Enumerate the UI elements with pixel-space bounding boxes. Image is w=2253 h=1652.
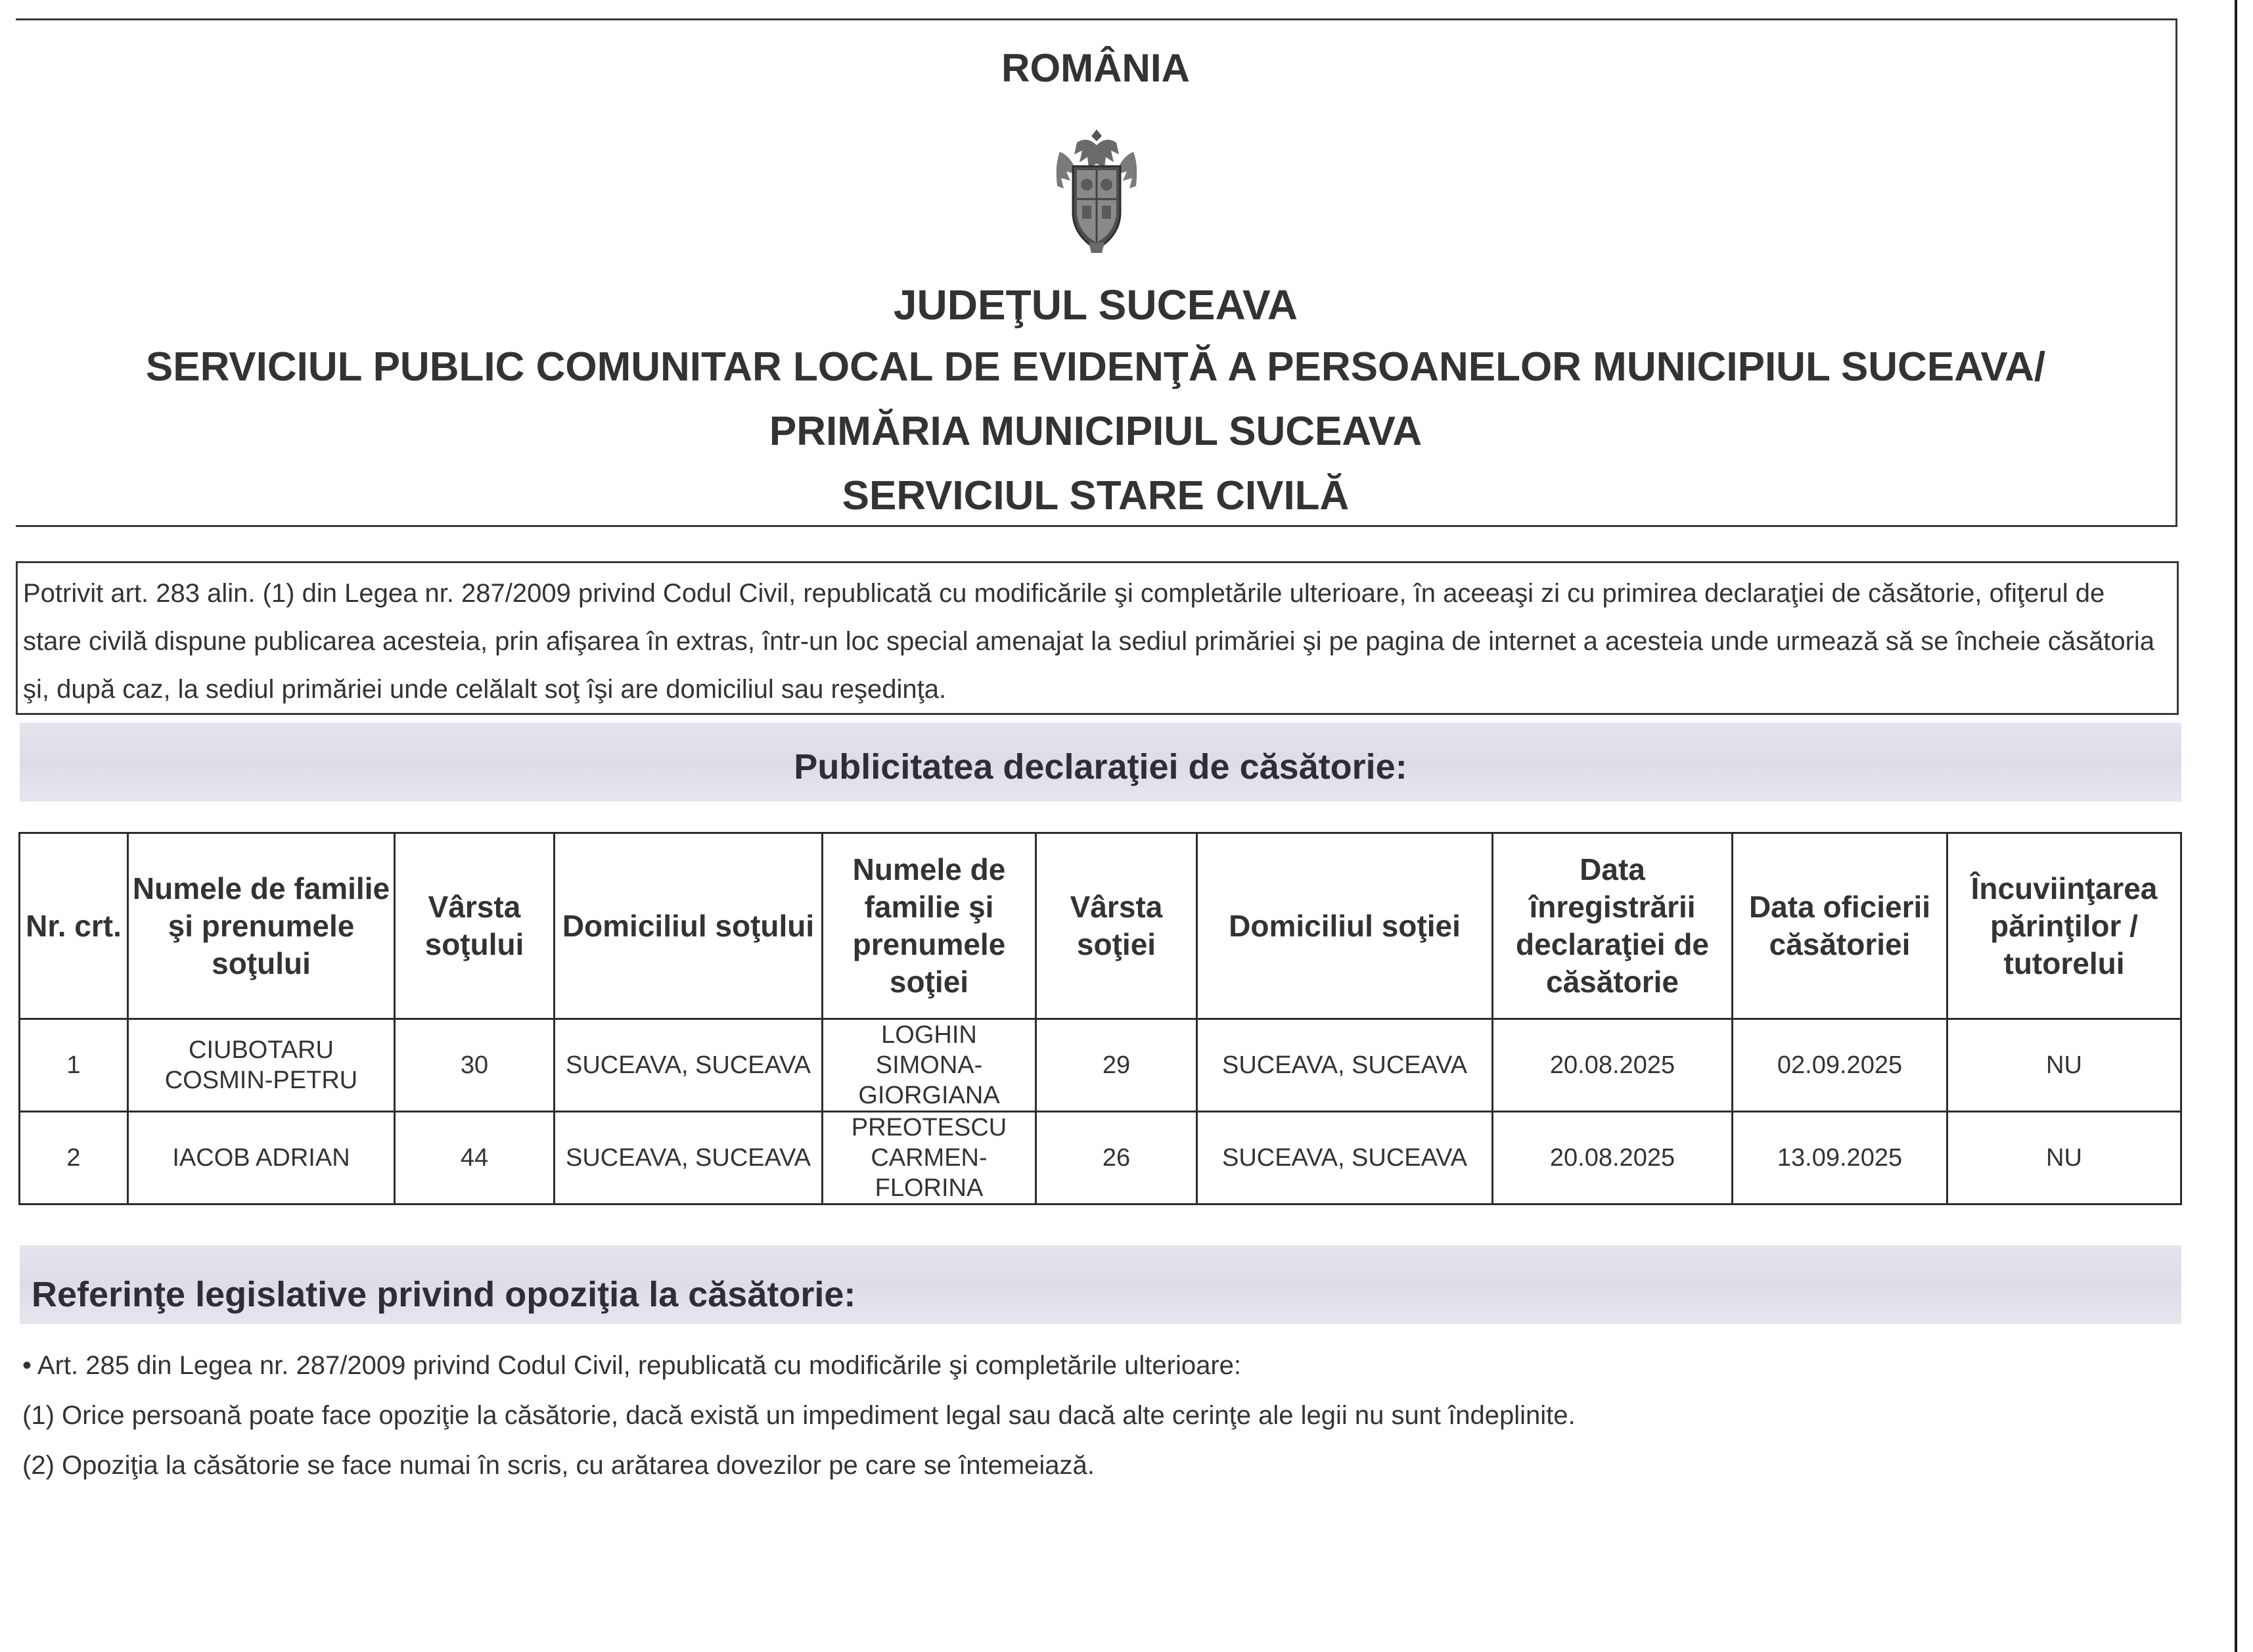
service-title: SERVICIUL PUBLIC COMUNITAR LOCAL DE EVIDENŢĂ A PERSOANELOR MUNICIPIUL SUCEAVA/ — [145, 344, 2046, 390]
table-cell: 02.09.2025 — [1733, 1019, 1947, 1112]
civil-status-title: SERVICIUL STARE CIVILĂ — [842, 473, 1350, 518]
reference-line: (1) Orice persoană poate face opoziţie la căsătorie, dacă există un impediment legal sau dacă alte cerinţe ale legii nu sunt îndeplinite. — [22, 1401, 1576, 1430]
table-cell: SUCEAVA, SUCEAVA — [555, 1019, 823, 1112]
references-band — [20, 1245, 2181, 1324]
table-cell: SUCEAVA, SUCEAVA — [1197, 1112, 1493, 1205]
col-header: Domiciliul soţului — [555, 833, 823, 1019]
col-header: Domiciliul soţiei — [1197, 833, 1493, 1019]
table-row — [20, 1019, 2181, 1112]
table-cell: PREOTESCU CARMEN-FLORINA — [823, 1112, 1036, 1205]
table-cell: SUCEAVA, SUCEAVA — [1197, 1019, 1493, 1112]
publication-title: Publicitatea declaraţiei de căsătorie: — [794, 747, 1407, 787]
primaria-title: PRIMĂRIA MUNICIPIUL SUCEAVA — [769, 409, 1422, 454]
table-cell: 20.08.2025 — [1493, 1019, 1733, 1112]
table-cell: 1 — [20, 1019, 128, 1112]
romania-coat-of-arms-icon — [1051, 126, 1143, 254]
table-header-row — [20, 833, 2181, 1019]
table-cell: IACOB ADRIAN — [128, 1112, 395, 1205]
col-header: Încuviinţarea părinţilor / tutorelui — [1947, 833, 2181, 1019]
table-cell: 2 — [20, 1112, 128, 1205]
reference-line: • Art. 285 din Legea nr. 287/2009 privind Codul Civil, republicată cu modificările şi completările ulterioare: — [22, 1351, 1241, 1380]
table-cell: NU — [1947, 1112, 2181, 1205]
col-header: Numele de familie şi prenumele soţiei — [823, 833, 1036, 1019]
legal-references — [22, 1341, 1576, 1490]
table-cell: 30 — [395, 1019, 555, 1112]
marriage-declarations-table — [18, 832, 2182, 1205]
table-cell: 20.08.2025 — [1493, 1112, 1733, 1205]
publication-band — [20, 723, 2181, 802]
col-header: Vârsta soţiei — [1036, 833, 1197, 1019]
table-cell: CIUBOTARU COSMIN-PETRU — [128, 1019, 395, 1112]
country-title: ROMÂNIA — [1001, 46, 1190, 90]
table-cell: SUCEAVA, SUCEAVA — [555, 1112, 823, 1205]
county-title: JUDEŢUL SUCEAVA — [893, 281, 1298, 329]
table-row — [20, 1112, 2181, 1205]
table-cell: 26 — [1036, 1112, 1197, 1205]
table-cell: 13.09.2025 — [1733, 1112, 1947, 1205]
col-header: Data înregistrării declaraţiei de căsătorie — [1493, 833, 1733, 1019]
references-title: Referinţe legislative privind opoziţia la căsătorie: — [32, 1275, 856, 1314]
reference-line: (2) Opoziţia la căsătorie se face numai în scris, cu arătarea dovezilor pe care se întemeiază. — [22, 1451, 1095, 1480]
col-header: Nr. crt. — [20, 833, 128, 1019]
col-header: Data oficierii căsătoriei — [1733, 833, 1947, 1019]
document-header — [16, 18, 2177, 527]
scan-edge — [2235, 0, 2237, 1652]
table-cell: 44 — [395, 1112, 555, 1205]
table-cell: LOGHIN SIMONA-GIORGIANA — [823, 1019, 1036, 1112]
col-header: Vârsta soţului — [395, 833, 555, 1019]
table-cell: 29 — [1036, 1019, 1197, 1112]
col-header: Numele de familie şi prenumele soţului — [128, 833, 395, 1019]
legal-notice: Potrivit art. 283 alin. (1) din Legea nr. 287/2009 privind Codul Civil, republicată cu modificările şi completările ulterioare, în aceeaşi zi cu primirea declaraţiei de căsătorie, ofiţerul de stare civilă dispune publicarea acesteia, prin afişarea în extras, într-un loc special amenajat la sediul primăriei şi pe pagina de internet a acesteia unde urmează să se încheie căsătoria şi, după caz, la sediul primăriei unde celălalt soţ îşi are domiciliul sau reşedinţa. — [16, 561, 2179, 715]
table-cell: NU — [1947, 1019, 2181, 1112]
